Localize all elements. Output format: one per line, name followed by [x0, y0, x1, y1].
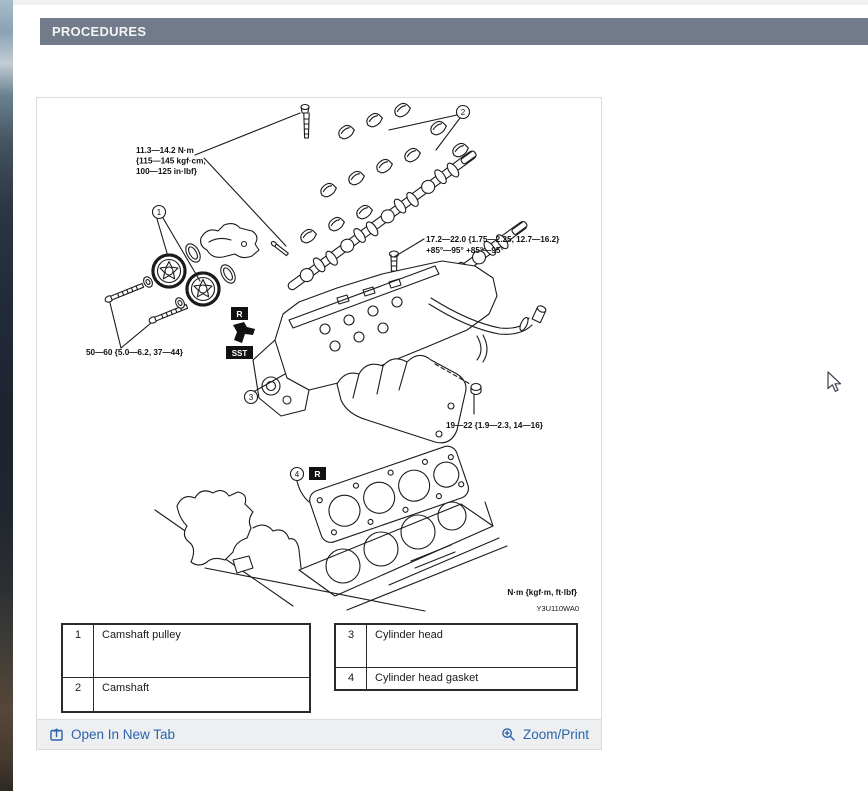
cam-cap-bolt — [301, 105, 309, 139]
badge-sst-label: SST — [231, 349, 248, 358]
legend-label: Cylinder head gasket — [375, 672, 479, 684]
torque-cam-caps-line2: {115—145 kgf·cm, — [136, 156, 206, 166]
figure-panel — [36, 97, 602, 750]
leader-callout-2 — [389, 115, 460, 150]
camshaft-pulleys — [152, 254, 220, 306]
manifold-nut — [471, 384, 481, 395]
legend-label: Camshaft pulley — [102, 629, 181, 641]
open-in-new-tab-icon — [49, 727, 64, 742]
torque-pulley-label: 50—60 {5.0—6.2, 37—44} — [86, 348, 183, 357]
leader-torque-pulley — [110, 303, 151, 348]
legend-row — [63, 677, 309, 711]
open-in-new-tab-link[interactable] — [49, 727, 175, 742]
legend-number: 2 — [63, 678, 94, 711]
sst-tool — [233, 322, 255, 343]
leader-torque-head — [394, 239, 424, 257]
engine-exploded-diagram — [37, 98, 603, 618]
legend-row — [336, 625, 576, 667]
torque-head-line1: 17.2—22.0 {1.75—2.25, 12.7—16.2} — [426, 235, 560, 244]
open-in-new-tab-label: Open In New Tab — [71, 727, 176, 742]
zoom-print-link[interactable] — [501, 727, 589, 742]
legend-number: 4 — [336, 668, 367, 689]
callout-1: 1 — [156, 208, 162, 217]
procedures-title: PROCEDURES — [52, 24, 147, 39]
legend-table-right — [334, 623, 578, 691]
legend-label: Cylinder head — [375, 629, 443, 641]
figure-toolbar — [37, 719, 601, 749]
legend-row — [336, 667, 576, 689]
units-note: N·m {kgf·m, ft·lbf} — [507, 588, 577, 597]
callout-3: 3 — [248, 393, 254, 402]
badge-r-sst-label: R — [236, 309, 243, 319]
top-band — [13, 0, 868, 5]
leader-callout-4 — [297, 481, 309, 502]
torque-cam-caps-line1: 11.3—14.2 N·m — [136, 146, 194, 155]
legend-number: 3 — [336, 625, 367, 667]
zoom-in-icon — [501, 727, 516, 742]
figure-code: Y3U110WA0 — [536, 604, 579, 613]
seal-plate — [201, 224, 259, 258]
callout-2: 2 — [460, 108, 466, 117]
zoom-print-label: Zoom/Print — [522, 727, 589, 742]
leader-cam-caps — [195, 113, 300, 246]
torque-cam-caps-line3: 100—125 in·lbf} — [136, 167, 197, 176]
mouse-cursor — [827, 371, 843, 393]
background-edge-strip — [0, 0, 13, 791]
legend-row — [63, 625, 309, 677]
legend-label: Camshaft — [102, 682, 150, 694]
badge-r-gasket-label: R — [314, 469, 321, 479]
cylinder-head — [253, 241, 547, 443]
procedures-header — [40, 18, 868, 45]
torque-head-line2: +85°—95° +85°—95° — [426, 246, 504, 255]
legend-table-left — [61, 623, 311, 713]
torque-nut-label: 19—22 {1.9—2.3, 14—16} — [446, 421, 543, 430]
legend-number: 1 — [63, 625, 94, 677]
callout-4: 4 — [294, 470, 300, 479]
